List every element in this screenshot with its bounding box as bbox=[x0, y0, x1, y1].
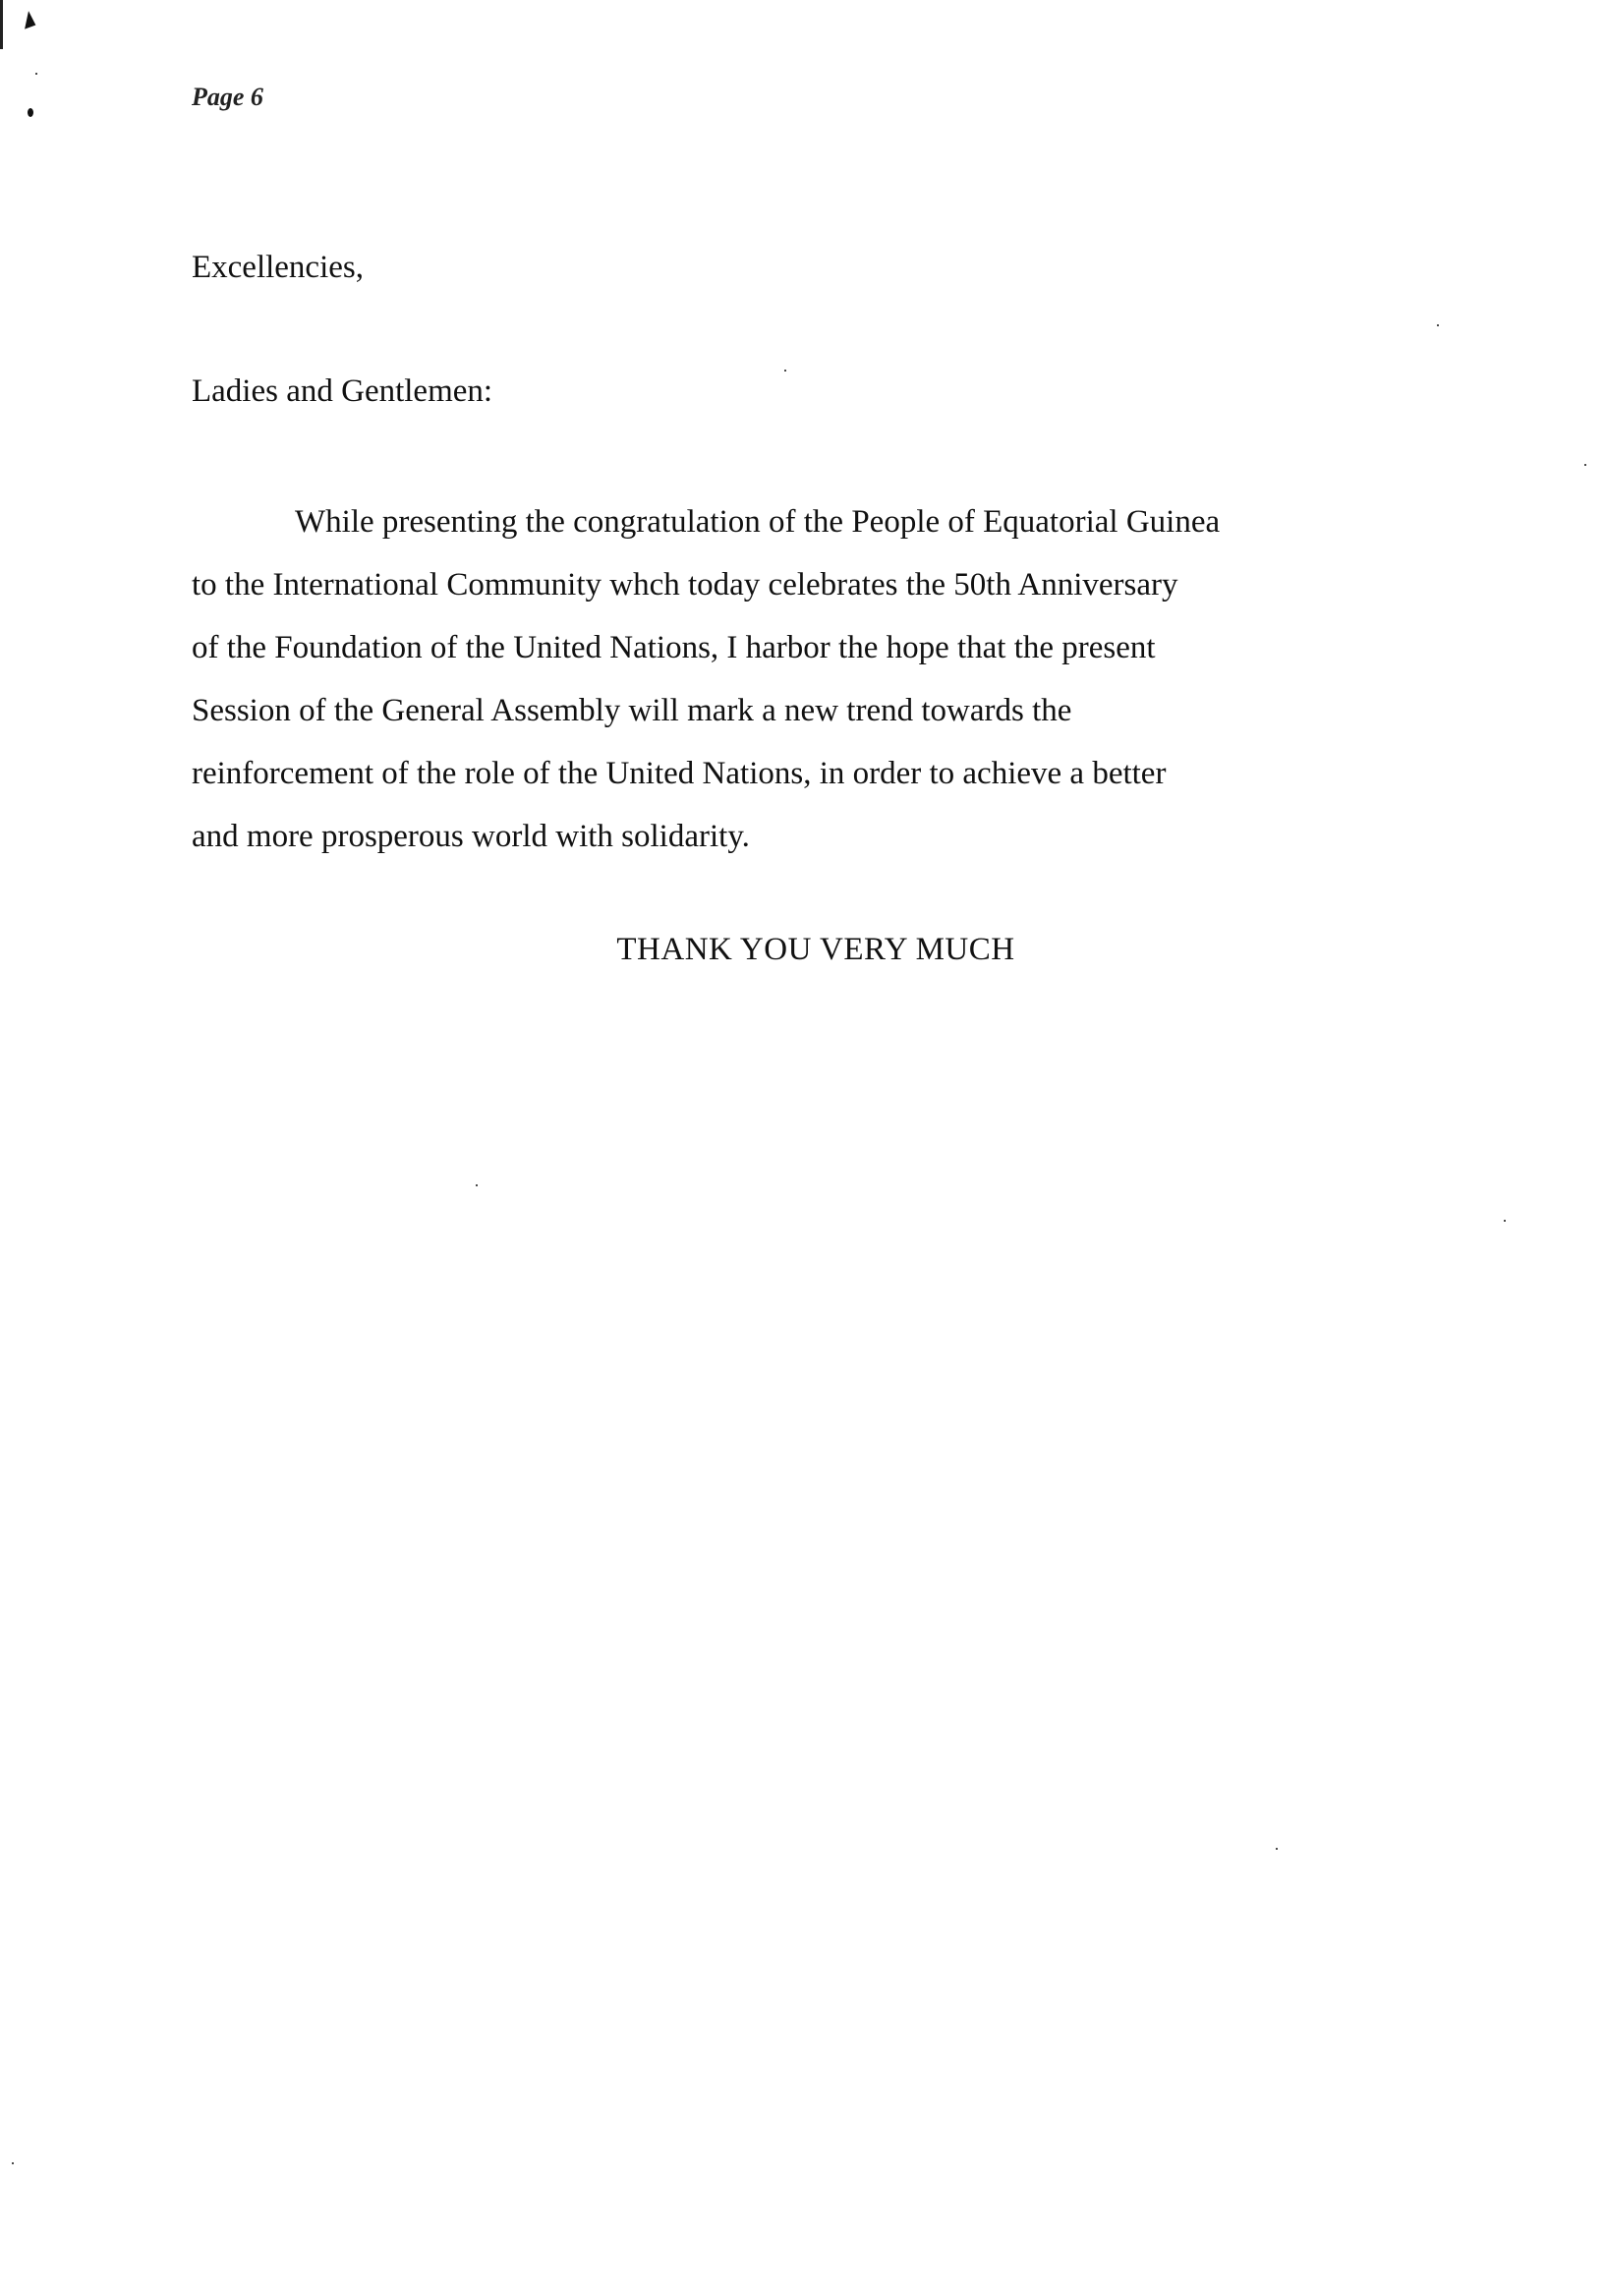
scan-speck bbox=[1437, 324, 1439, 326]
scan-speck bbox=[35, 73, 37, 75]
body-line: Session of the General Assembly will mark a new trend towards the bbox=[192, 693, 1072, 728]
closing-line bbox=[0, 930, 1604, 969]
scan-speck bbox=[1276, 1848, 1278, 1850]
scan-corner-mark bbox=[20, 10, 36, 29]
body-line: to the International Community whch today celebrates the 50th Anniversary bbox=[192, 567, 1178, 603]
closing-text: THANK YOU VERY MUCH bbox=[616, 932, 1015, 967]
scan-speck bbox=[476, 1184, 478, 1186]
scan-speck bbox=[28, 108, 33, 117]
page-number-label: Page 6 bbox=[192, 83, 263, 111]
body-line: reinforcement of the role of the United Nations, in order to achieve a better bbox=[192, 756, 1167, 791]
scan-margin-bar bbox=[0, 0, 3, 49]
body-paragraph bbox=[192, 490, 1220, 868]
scan-speck bbox=[12, 2162, 14, 2164]
body-line: and more prosperous world with solidarity. bbox=[192, 819, 750, 854]
scan-speck bbox=[1584, 464, 1586, 466]
body-line: of the Foundation of the United Nations, I harbor the hope that the present bbox=[192, 630, 1156, 665]
salutation-ladies-gentlemen: Ladies and Gentlemen: bbox=[192, 373, 493, 409]
scan-speck bbox=[1504, 1220, 1506, 1222]
salutation-excellencies: Excellencies, bbox=[192, 250, 364, 285]
body-line: While presenting the congratulation of the People of Equatorial Guinea bbox=[295, 504, 1221, 540]
scan-speck bbox=[784, 370, 786, 372]
